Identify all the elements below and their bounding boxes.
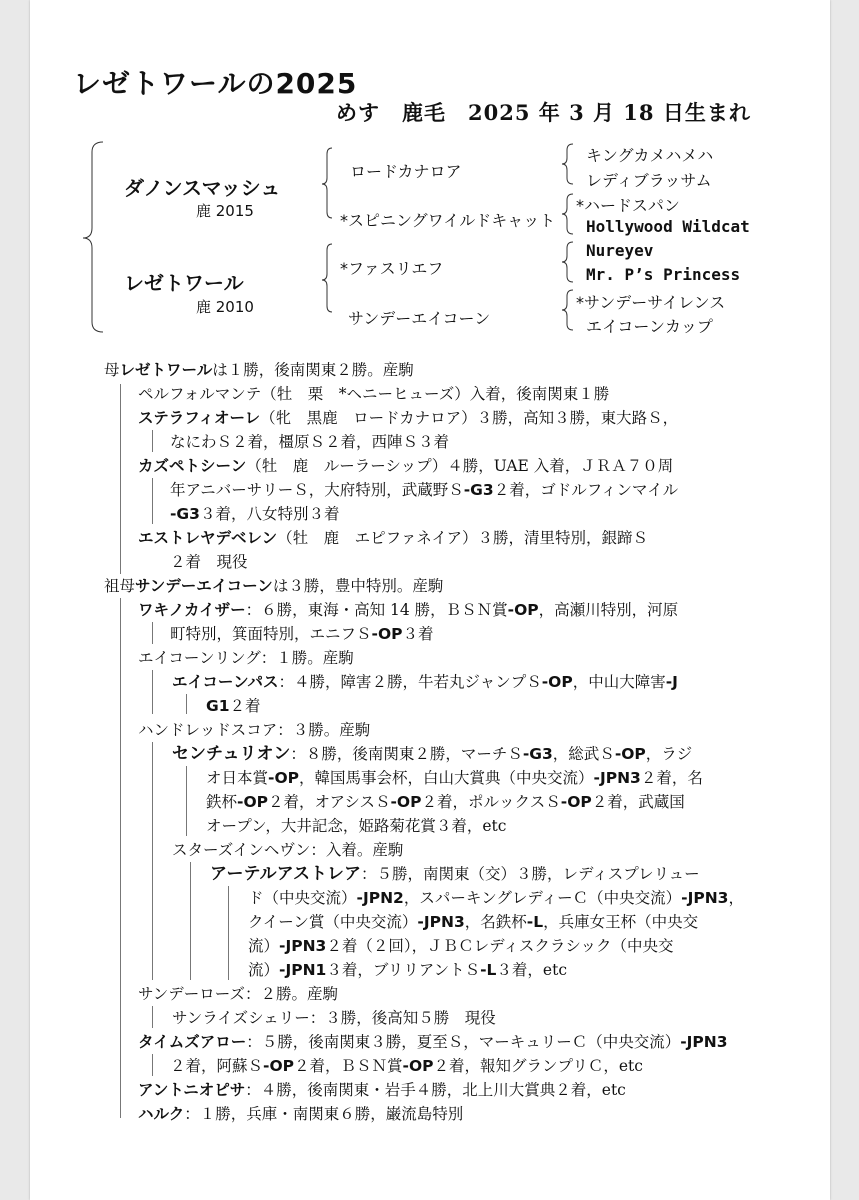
ancestor-6: Mr. P’s Princess	[586, 265, 741, 284]
bold-text: -L	[480, 961, 497, 979]
record-line	[248, 912, 698, 933]
record-text: ２着，ＢＳＮ賞	[294, 1057, 403, 1075]
record-text: ，名鉄杯	[464, 913, 527, 931]
record-text: ，高瀬川特別，河原	[538, 601, 679, 619]
record-text: （牡 鹿 ルーラーシップ）４勝，UAE 入着，ＪＲＡ７０周	[246, 457, 674, 475]
record-line	[138, 408, 678, 429]
record-line	[172, 672, 678, 693]
guide-line	[152, 1006, 153, 1028]
record-text: ２着，阿蘇Ｓ	[170, 1057, 264, 1075]
record-line	[248, 888, 744, 909]
record-text: 流）	[248, 961, 280, 979]
sire-info: 鹿 2015	[196, 202, 254, 220]
record-text: エイコーンリング：１勝。産駒	[138, 649, 354, 667]
record-text: ペルフォルマンテ（牡 栗 *ヘニーヒューズ）入着，後南関東１勝	[138, 385, 610, 403]
record-text: ２着（２回），ＪＢＣレディスクラシック（中央交	[326, 937, 674, 955]
bold-text: ワキノカイザー	[138, 601, 246, 619]
guide-line	[152, 622, 153, 644]
guide-line	[228, 886, 229, 980]
ancestor-5: Nureyev	[586, 241, 654, 260]
sire-name: ダノンスマッシュ	[124, 176, 281, 200]
record-text: ３着，etc	[496, 961, 568, 979]
record-text: ２着，武蔵国	[591, 793, 685, 811]
record-line	[248, 936, 674, 957]
bold-text: サンデーエイコーン	[135, 577, 273, 595]
bold-text: -OP	[614, 745, 646, 763]
guide-line	[152, 670, 153, 714]
record-text: ，韓国馬事会杯，白山大賞典（中央交流）	[299, 769, 594, 787]
record-text: （牝 黒鹿 ロードカナロア）３勝，高知３勝，東大路Ｓ，	[260, 409, 679, 427]
record-line	[138, 1080, 626, 1101]
bold-text: -J	[665, 673, 678, 691]
bold-text: -OP	[390, 793, 422, 811]
bold-text: アーテルアストレア	[210, 864, 361, 884]
record-text: ，	[728, 889, 744, 907]
bold-text: -JPN1	[279, 961, 327, 979]
record-line	[170, 624, 434, 645]
record-line	[206, 768, 703, 789]
record-text: なにわＳ２着，橿原Ｓ２着，西陣Ｓ３着	[170, 433, 450, 451]
record-text: ２着，ポルックスＳ	[421, 793, 561, 811]
record-line	[138, 720, 370, 741]
record-line	[138, 384, 609, 405]
bold-text: -JPN3	[417, 913, 465, 931]
record-line	[170, 552, 248, 573]
bold-text: ステラフィオーレ	[138, 409, 261, 427]
bold-text: -OP	[402, 1057, 434, 1075]
bold-text: -JPN3	[681, 889, 729, 907]
record-line	[248, 960, 567, 981]
record-line	[138, 648, 354, 669]
record-line	[170, 432, 449, 453]
record-line	[206, 792, 685, 813]
bold-text: -OP	[263, 1057, 294, 1075]
dam-info: 鹿 2010	[196, 298, 254, 316]
bold-text: レゼトワール	[119, 361, 213, 379]
record-line	[172, 1008, 496, 1029]
record-text: 年アニバーサリーＳ，大府特別，武蔵野Ｓ	[170, 481, 464, 499]
record-text: （牡 鹿 エピファネイア）３勝，清里特別，銀蹄Ｓ	[277, 529, 649, 547]
ancestor-8: エイコーンカップ	[586, 317, 713, 336]
record-text: ３着，ブリリアントＳ	[326, 961, 481, 979]
record-line	[172, 744, 692, 765]
bold-text: -OP	[560, 793, 592, 811]
record-line	[170, 504, 339, 525]
bold-text: -OP	[268, 769, 299, 787]
ancestor-2: レディブラッサム	[586, 171, 712, 190]
record-text: ２着，名	[640, 769, 703, 787]
page-title: レゼトワールの2025	[73, 67, 358, 100]
record-line	[206, 696, 261, 717]
bold-text: センチュリオン	[172, 744, 291, 764]
record-line	[138, 528, 648, 549]
record-text: ２着 現役	[170, 553, 248, 571]
record-text: ３着，八女特別３着	[199, 505, 340, 523]
dam-offspring-guide	[120, 384, 121, 574]
record-text: ハンドレッドスコア：３勝。産駒	[138, 721, 371, 739]
guide-line	[152, 430, 153, 452]
ancestor-1: キングカメハメハ	[586, 146, 714, 165]
record-text: ，ラジ	[645, 745, 693, 763]
guide-line	[186, 766, 187, 836]
record-text: サンライズシェリー：３勝，後高知５勝 現役	[172, 1009, 496, 1027]
bold-text: エイコーンパス	[172, 673, 279, 691]
record-line	[104, 360, 414, 381]
bold-text: -OP	[541, 673, 573, 691]
record-text: ，中山大障害	[572, 673, 666, 691]
record-text: サンデーローズ：２勝。産駒	[138, 985, 338, 1003]
guide-line	[152, 742, 153, 980]
guide-line	[152, 1054, 153, 1076]
record-text: クイーン賞（中央交流）	[248, 913, 418, 931]
record-line	[138, 600, 678, 621]
record-text: ２着	[229, 697, 261, 715]
record-line	[138, 1104, 463, 1125]
record-text: 町特別，箕面特別，エニフＳ	[170, 625, 372, 643]
bold-text: G1	[206, 697, 230, 715]
birth-info: めす 鹿毛 2025 年 3 月 18 日生まれ	[336, 100, 751, 125]
record-line	[104, 576, 443, 597]
record-text: は１勝，後南関東２勝。産駒	[212, 361, 414, 379]
record-line	[170, 1056, 643, 1077]
record-line	[138, 1032, 728, 1053]
bold-text: カズペトシーン	[138, 457, 247, 475]
record-text: ３着	[402, 625, 434, 643]
record-text: 祖母	[104, 577, 136, 595]
record-text: ２着，オアシスＳ	[268, 793, 391, 811]
ancestor-3: *ハードスパン	[576, 196, 680, 215]
record-line	[210, 864, 700, 885]
bold-text: -JPN3	[279, 937, 327, 955]
record-text: 流）	[248, 937, 280, 955]
record-line	[206, 816, 506, 837]
record-text: ：１勝，兵庫・南関東６勝，巌流島特別	[184, 1105, 464, 1123]
bold-text: -JPN3	[593, 769, 641, 787]
bold-text: -OP	[507, 601, 539, 619]
record-text: ：５勝，南関東（交）３勝，レディスプレリュー	[360, 865, 700, 883]
record-text: オープン，大井記念，姫路菊花賞３着，etc	[206, 817, 507, 835]
bold-text: エストレヤデベレン	[138, 529, 278, 547]
record-text: ２着，報知グランプリＣ，etc	[433, 1057, 643, 1075]
record-text: ２着，ゴドルフィンマイル	[493, 481, 679, 499]
granddam-offspring-guide	[120, 598, 121, 1118]
dam-dam: サンデーエイコーン	[348, 309, 491, 328]
record-text: ：６勝，東海・高知 14 勝，ＢＳＮ賞	[245, 601, 508, 619]
bold-text: -G3	[170, 505, 200, 523]
record-text: ，総武Ｓ	[552, 745, 615, 763]
bold-text: -JPN3	[680, 1033, 728, 1051]
record-text: ：５勝，後南関東３勝，夏至Ｓ，マーキュリーＣ（中央交流）	[246, 1033, 681, 1051]
record-line	[138, 984, 338, 1005]
guide-line	[152, 478, 153, 524]
record-line	[172, 840, 403, 861]
bold-text: -OP	[237, 793, 268, 811]
bold-text: タイムズアロー	[138, 1033, 247, 1051]
record-text: ド（中央交流）	[248, 889, 357, 907]
record-text: ，スパーキングレディーＣ（中央交流）	[403, 889, 682, 907]
record-text: ，兵庫女王杯（中央交	[543, 913, 699, 931]
bold-text: アントニオピサ	[138, 1081, 246, 1099]
bold-text: ハルク	[138, 1105, 185, 1123]
guide-line	[190, 862, 191, 980]
dam-sire: *ファスリエフ	[340, 259, 444, 278]
record-text: 母	[104, 361, 120, 379]
record-text: ：４勝，障害２勝，牛若丸ジャンプＳ	[278, 673, 542, 691]
dam-name: レゼトワール	[124, 271, 244, 295]
bold-text: -G3	[463, 481, 494, 499]
guide-line	[186, 694, 187, 714]
record-text: は３勝，豊中特別。産駒	[272, 577, 444, 595]
bold-text: -OP	[371, 625, 403, 643]
bold-text: -G3	[522, 745, 553, 763]
sire-dam: *スピニングワイルドキャット	[340, 211, 556, 230]
record-line	[138, 456, 673, 477]
bold-text: -JPN2	[356, 889, 404, 907]
ancestor-4: Hollywood Wildcat	[586, 217, 750, 236]
record-text: ：４勝，後南関東・岩手４勝，北上川大賞典２着，etc	[245, 1081, 626, 1099]
record-text: オ日本賞	[206, 769, 269, 787]
bold-text: -L	[526, 913, 544, 931]
record-text: スターズインヘヴン：入着。産駒	[172, 841, 404, 859]
record-line	[170, 480, 678, 501]
sire-sire: ロードカナロア	[350, 162, 462, 181]
record-text: ：８勝，後南関東２勝，マーチＳ	[290, 745, 523, 763]
ancestor-7: *サンデーサイレンス	[576, 293, 726, 312]
record-text: 鉄杯	[206, 793, 238, 811]
